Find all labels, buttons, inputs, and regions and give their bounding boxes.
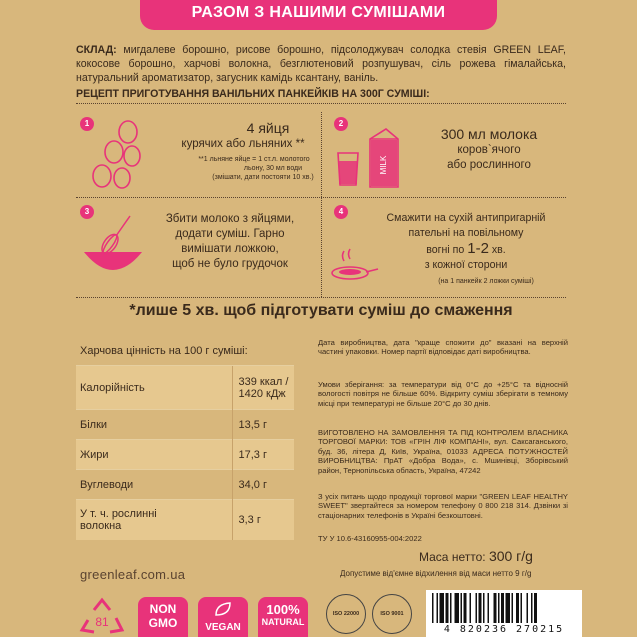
barcode-bars	[432, 593, 576, 623]
nutrition-value-line2: 1420 кДж	[238, 387, 286, 400]
eggs-icon	[86, 120, 144, 190]
step-4-line1: Смажити на сухій антипригарній	[386, 212, 546, 224]
vegan-badge-label: VEGAN	[205, 622, 241, 633]
ingredients-label: СКЛАД:	[76, 44, 117, 56]
recipe-title: РЕЦЕПТ ПРИГОТУВАННЯ ВАНІЛЬНИХ ПАНКЕЙКІВ НА 300Г СУМІШІ:	[76, 88, 566, 104]
nutrition-name: Білки	[76, 410, 232, 440]
step-1-line2: курячих або льняних **	[181, 138, 305, 150]
step-1-title: 4 яйця	[246, 120, 290, 136]
step-2-line3: або рослинного	[447, 159, 531, 171]
barcode	[426, 590, 582, 637]
non-gmo-badge-line2: GMO	[148, 616, 178, 630]
natural-badge-label: NATURAL	[261, 617, 305, 627]
table-row	[76, 410, 294, 440]
ingredients-text	[76, 43, 566, 85]
hotline-text: З усіх питань щодо продукції торгової марки "GREEN LEAF HEALTHY SWEET" звертайтеся за номером телефону 0 800 218 314. Дзвінки зі стаціонарних телефонів в Україні безкоштовні.	[318, 492, 568, 520]
table-row	[76, 500, 294, 540]
step-4-minutes: 1-2	[467, 240, 489, 257]
header-banner: РАЗОМ З НАШИМИ СУМІШАМИ	[140, 0, 497, 30]
step-4-line3-start: вогні по	[426, 244, 468, 256]
milk-carton-label: MILK	[379, 155, 388, 175]
step-2-text	[414, 126, 564, 173]
nutrition-value: 34,0 г	[232, 470, 294, 500]
steps-bottom-divider	[76, 297, 566, 298]
production-date-text: Дата виробництва, дата "краще спожити до" вказані на верхній частині упаковки. Номер партії відповідає даті виробництва.	[318, 338, 568, 357]
nutrition-name: Жири	[76, 440, 232, 470]
step-3-line3: вимішати ложкою,	[181, 243, 279, 255]
website-url[interactable]: greenleaf.com.ua	[80, 567, 186, 582]
tu-text: ТУ У 10.6-43160955-004:2022	[318, 534, 422, 543]
net-mass-label: Маса нетто:	[419, 550, 486, 564]
whisk-bowl-icon	[80, 212, 146, 282]
nutrition-value-line1: 339 ккал /	[238, 375, 289, 388]
manufacturer-text: ВИГОТОВЛЕНО НА ЗАМОВЛЕННЯ ТА ПІД КОНТРОЛЕМ ВЛАСНИКА ТОРГОВОЇ МАРКИ: ТОВ «ГРІН ЛІФ КОМПАНІ», вул. Саксаганського, буд. 36, літера Д, Київ, Україна, 01033 АДРЕСА ПОТУЖНОСТЕЙ ВИРОБНИЦТВА: ПрАТ «Добра Вода», с. Мшинівці, Зборівський район, Тернопільська область, Україна, 47242	[318, 428, 568, 475]
step-4-line3-end: хв.	[488, 244, 506, 256]
storage-text: Умови зберігання: за температури від 0°С до +25°С та відносній вологості повітря не більше 60%. Відкриту суміш зберігати в темному місці при температурі не більше 20°С до 30 днів.	[318, 380, 568, 408]
net-mass	[419, 548, 533, 564]
recycle-icon	[78, 596, 126, 637]
vegan-badge	[198, 597, 248, 637]
non-gmo-badge	[138, 597, 188, 637]
step-4-line2: пательні на повільному	[408, 227, 524, 239]
step-3-number: 3	[80, 205, 94, 219]
mass-tolerance: Допустиме від'ємне відхилення від маси нетто 9 г/g	[340, 569, 532, 578]
step-4-note: (на 1 панкейк 2 ложки суміші)	[438, 278, 534, 285]
iso-22000-label: ISO 22000	[332, 611, 360, 617]
step-2-number: 2	[334, 117, 348, 131]
step-3-line2: додати суміш. Гарно	[175, 228, 285, 240]
barcode-digits: 4 820236 270215	[443, 624, 565, 635]
nutrition-value	[232, 366, 294, 410]
step-4-line4: з кожної сторони	[424, 259, 508, 271]
nutrition-value: 17,3 г	[232, 440, 294, 470]
step-1-text	[168, 120, 318, 182]
nutrition-title: Харчова цінність на 100 г суміші:	[80, 345, 248, 357]
milk-icon	[334, 125, 404, 190]
iso-9001-seal	[372, 594, 412, 634]
step-3-line1: Збити молоко з яйцями,	[165, 213, 295, 225]
nutrition-value: 3,3 г	[232, 500, 294, 540]
nutrition-name-line1: У т. ч. рослинні	[80, 507, 157, 520]
table-row	[76, 470, 294, 500]
non-gmo-badge-line1: NON	[149, 602, 177, 616]
nutrition-name	[76, 500, 232, 540]
nutrition-name-line2: волокна	[80, 519, 122, 532]
step-1-note3: (змішати, дати постояти 10 хв.)	[212, 174, 314, 181]
step-1-note1: **1 льняне яйце = 1 ст.л. молотого	[198, 156, 310, 163]
step-2-line2: коров`ячого	[457, 144, 521, 156]
iso-22000-seal	[326, 594, 366, 634]
step-4-line3	[362, 241, 570, 258]
nutrition-name: Калорійність	[76, 366, 232, 410]
net-mass-value: 300 г/g	[488, 548, 533, 564]
prep-time-note: *лише 5 хв. щоб підготувати суміш до смаження	[129, 302, 513, 319]
step-4-text	[362, 211, 570, 286]
natural-badge	[258, 597, 308, 637]
recycle-code: 81	[95, 615, 109, 629]
step-4-number: 4	[334, 205, 348, 219]
step-1-number: 1	[80, 117, 94, 131]
step-2-title: 300 мл молока	[440, 126, 538, 142]
nutrition-table	[76, 365, 294, 540]
step-3-text	[150, 212, 310, 272]
nutrition-name: Вуглеводи	[76, 470, 232, 500]
table-row	[76, 440, 294, 470]
iso-9001-label: ISO 9001	[380, 611, 404, 617]
natural-badge-percent: 100%	[266, 602, 300, 617]
ingredients-list: мигдалеве борошно, рисове борошно, підсолоджувач солодка стевія GREEN LEAF, кокосове борошно, харчові волокна, безглютеновий розпушувач, сіль рожева гімалайська, натуральний ароматизатор, загусник камідь ксантану, ваніль.	[76, 44, 566, 84]
leaf-icon	[213, 601, 233, 617]
nutrition-value: 13,5 г	[232, 410, 294, 440]
step-vertical-divider	[321, 112, 322, 297]
step-3-line4: щоб не було грудочок	[172, 258, 288, 270]
step-1-note2: льону, 30 мл води	[243, 165, 303, 172]
table-row	[76, 366, 294, 410]
step-row-divider	[76, 197, 566, 198]
